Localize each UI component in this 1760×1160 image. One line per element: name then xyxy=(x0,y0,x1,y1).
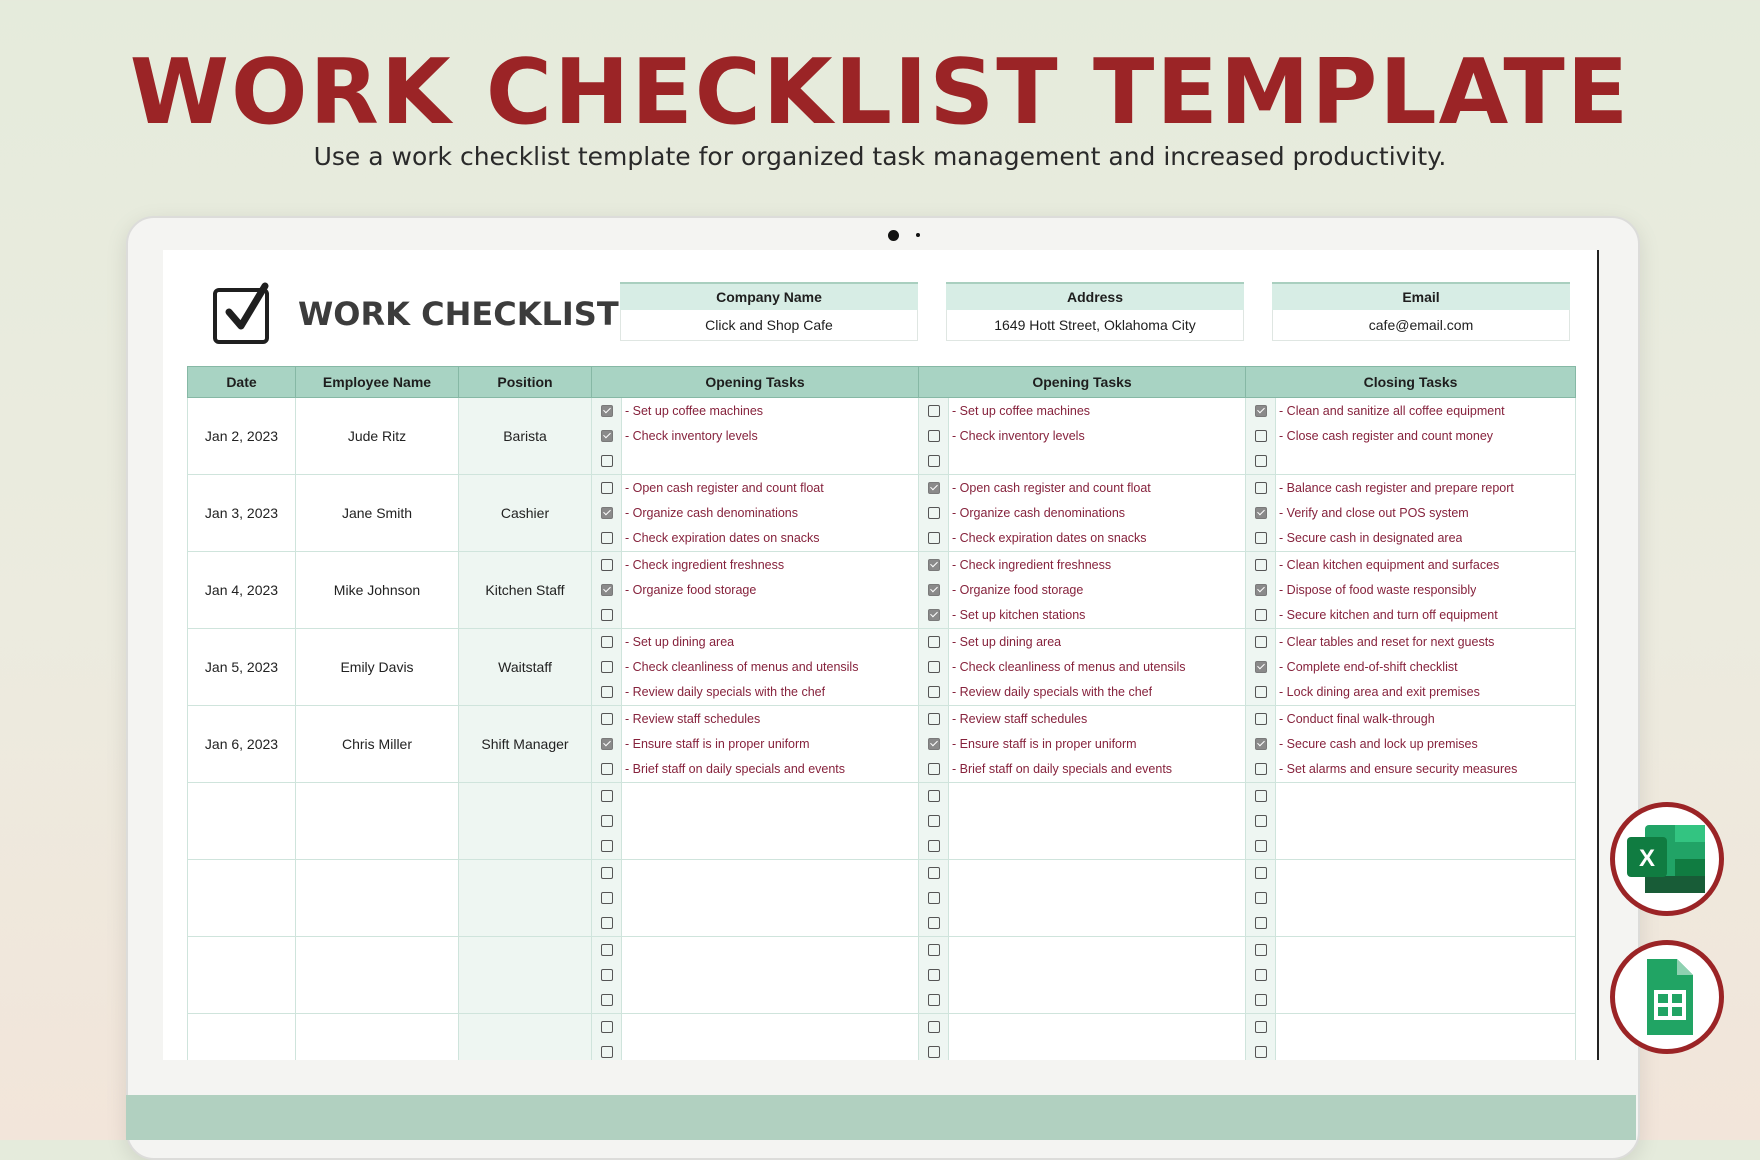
task-label: - Review staff schedules xyxy=(952,711,1088,726)
task-label: - Check inventory levels xyxy=(952,428,1085,443)
task-column xyxy=(1276,552,1576,629)
task-label: - Check expiration dates on snacks xyxy=(625,531,820,546)
task-checkbox[interactable] xyxy=(928,867,940,879)
task-checkbox[interactable] xyxy=(1255,636,1267,648)
task-label: - Review daily specials with the chef xyxy=(625,685,826,700)
employee-name-cell[interactable]: Emily Davis xyxy=(296,629,459,706)
checkbox-column xyxy=(919,1014,949,1061)
task-checkbox[interactable] xyxy=(601,790,613,802)
task-checkbox[interactable] xyxy=(1255,455,1267,467)
task-column xyxy=(622,1014,919,1061)
task-checkbox[interactable] xyxy=(928,994,940,1006)
task-checkbox[interactable] xyxy=(928,917,940,929)
address-info-block xyxy=(946,282,1244,340)
task-checkbox[interactable] xyxy=(601,867,613,879)
checkbox-column xyxy=(1246,1014,1276,1061)
task-checkbox[interactable] xyxy=(601,892,613,904)
task-checkbox[interactable] xyxy=(601,405,613,417)
task-checkbox[interactable] xyxy=(601,713,613,725)
task-checkbox[interactable] xyxy=(1255,584,1267,596)
checkbox-column xyxy=(592,860,622,937)
task-label: - Open cash register and count float xyxy=(952,480,1151,495)
date-cell[interactable] xyxy=(188,783,296,860)
task-checkbox[interactable] xyxy=(1255,1021,1267,1033)
task-checkbox[interactable] xyxy=(1255,969,1267,981)
task-checkbox[interactable] xyxy=(1255,840,1267,852)
employee-name-cell[interactable]: Chris Miller xyxy=(296,706,459,783)
task-column xyxy=(949,475,1246,552)
table-row xyxy=(188,1014,1576,1061)
task-label: - Brief staff on daily specials and events xyxy=(625,762,846,777)
task-checkbox[interactable] xyxy=(601,994,613,1006)
table-row xyxy=(188,629,1576,706)
task-checkbox[interactable] xyxy=(928,455,940,467)
task-column xyxy=(949,706,1246,783)
task-checkbox[interactable] xyxy=(1255,661,1267,673)
task-checkbox[interactable] xyxy=(1255,763,1267,775)
task-label: - Clean and sanitize all coffee equipment xyxy=(1279,403,1505,418)
task-checkbox[interactable] xyxy=(1255,430,1267,442)
email-info-block xyxy=(1272,282,1570,340)
task-checkbox[interactable] xyxy=(601,559,613,571)
task-checkbox[interactable] xyxy=(601,507,613,519)
employee-name-cell[interactable]: Mike Johnson xyxy=(296,552,459,629)
table-row xyxy=(188,783,1576,860)
task-checkbox[interactable] xyxy=(1255,917,1267,929)
date-cell[interactable]: Jan 4, 2023 xyxy=(188,552,296,629)
laptop-base xyxy=(126,1095,1636,1140)
position-cell[interactable]: Shift Manager xyxy=(459,706,592,783)
task-checkbox[interactable] xyxy=(601,763,613,775)
sheet-title: WORK CHECKLIST xyxy=(298,295,619,333)
task-column xyxy=(1276,860,1576,937)
task-label: - Clear tables and reset for next guests xyxy=(1279,634,1495,649)
employee-name-cell[interactable] xyxy=(296,783,459,860)
task-column xyxy=(1276,783,1576,860)
task-label: - Check cleanliness of menus and utensils xyxy=(952,659,1186,674)
task-column xyxy=(1276,706,1576,783)
task-label: - Close cash register and count money xyxy=(1279,428,1494,443)
task-checkbox[interactable] xyxy=(928,713,940,725)
task-checkbox[interactable] xyxy=(601,969,613,981)
task-column xyxy=(622,937,919,1014)
spreadsheet-screen xyxy=(163,250,1599,1060)
task-checkbox[interactable] xyxy=(1255,532,1267,544)
task-label: - Verify and close out POS system xyxy=(1279,505,1469,520)
task-checkbox[interactable] xyxy=(928,430,940,442)
checkbox-column xyxy=(592,783,622,860)
task-column xyxy=(949,860,1246,937)
task-checkbox[interactable] xyxy=(1255,507,1267,519)
task-checkbox[interactable] xyxy=(1255,713,1267,725)
task-checkbox[interactable] xyxy=(928,609,940,621)
checkbox-column xyxy=(919,937,949,1014)
task-column xyxy=(949,398,1246,475)
task-label: - Organize cash denominations xyxy=(625,505,799,520)
checkbox-column xyxy=(919,629,949,706)
task-checkbox[interactable] xyxy=(1255,790,1267,802)
task-checkbox[interactable] xyxy=(928,763,940,775)
camera-dot-small xyxy=(916,233,920,237)
date-cell[interactable]: Jan 6, 2023 xyxy=(188,706,296,783)
header-employee-name: Employee Name xyxy=(296,367,459,398)
checkbox-column xyxy=(1246,629,1276,706)
task-checkbox[interactable] xyxy=(1255,686,1267,698)
task-column xyxy=(1276,629,1576,706)
task-label: - Check cleanliness of menus and utensils xyxy=(625,659,859,674)
task-checkbox[interactable] xyxy=(928,405,940,417)
task-checkbox[interactable] xyxy=(1255,1046,1267,1058)
task-checkbox[interactable] xyxy=(601,686,613,698)
task-checkbox[interactable] xyxy=(601,661,613,673)
task-checkbox[interactable] xyxy=(601,1046,613,1058)
date-cell[interactable]: Jan 2, 2023 xyxy=(188,398,296,475)
employee-name-cell[interactable]: Jane Smith xyxy=(296,475,459,552)
company-info-block xyxy=(620,282,918,340)
checkbox-column xyxy=(592,398,622,475)
task-label: - Set up coffee machines xyxy=(625,403,764,418)
email-value-cell[interactable]: cafe@email.com xyxy=(1272,310,1570,341)
task-label: - Lock dining area and exit premises xyxy=(1279,685,1480,700)
task-checkbox[interactable] xyxy=(601,584,613,596)
table-row xyxy=(188,706,1576,783)
checkbox-column xyxy=(1246,706,1276,783)
checkbox-column xyxy=(1246,475,1276,552)
checkbox-column xyxy=(919,706,949,783)
task-checkbox[interactable] xyxy=(928,840,940,852)
date-cell[interactable] xyxy=(188,1014,296,1061)
table-row xyxy=(188,552,1576,629)
task-label: - Check expiration dates on snacks xyxy=(952,531,1147,546)
checkbox-column xyxy=(592,937,622,1014)
position-cell[interactable]: Cashier xyxy=(459,475,592,552)
task-checkbox[interactable] xyxy=(1255,815,1267,827)
checkbox-column xyxy=(592,629,622,706)
task-label: - Ensure staff is in proper uniform xyxy=(952,736,1137,751)
task-checkbox[interactable] xyxy=(1255,994,1267,1006)
table-row xyxy=(188,860,1576,937)
checkbox-column xyxy=(919,475,949,552)
table-row xyxy=(188,937,1576,1014)
date-cell[interactable] xyxy=(188,937,296,1014)
header-position: Position xyxy=(459,367,592,398)
checkbox-column xyxy=(919,860,949,937)
position-cell[interactable]: Waitstaff xyxy=(459,629,592,706)
task-label: - Secure kitchen and turn off equipment xyxy=(1279,608,1498,623)
checkbox-logo-icon xyxy=(213,288,269,344)
checkbox-column xyxy=(919,783,949,860)
position-cell[interactable]: Barista xyxy=(459,398,592,475)
task-label: - Open cash register and count float xyxy=(625,480,824,495)
banner-title: WORK CHECKLIST TEMPLATE xyxy=(129,40,1631,145)
excel-letter: X xyxy=(1638,845,1656,872)
date-cell[interactable] xyxy=(188,860,296,937)
task-checkbox[interactable] xyxy=(601,430,613,442)
task-checkbox[interactable] xyxy=(1255,944,1267,956)
task-checkbox[interactable] xyxy=(1255,738,1267,750)
employee-name-cell[interactable] xyxy=(296,1014,459,1061)
task-label: - Organize food storage xyxy=(625,582,757,597)
table-header-row xyxy=(188,367,1576,398)
task-column xyxy=(949,629,1246,706)
task-column xyxy=(622,552,919,629)
address-value-cell[interactable]: 1649 Hott Street, Oklahoma City xyxy=(946,310,1244,341)
task-column xyxy=(1276,398,1576,475)
checkbox-column xyxy=(1246,937,1276,1014)
task-column xyxy=(949,552,1246,629)
task-label: - Set up dining area xyxy=(952,634,1062,649)
banner-subtitle: Use a work checklist template for organized task management and increased productivity. xyxy=(313,142,1447,171)
date-cell[interactable]: Jan 5, 2023 xyxy=(188,629,296,706)
task-checkbox[interactable] xyxy=(928,892,940,904)
task-label: - Set up dining area xyxy=(625,634,735,649)
checkbox-column xyxy=(1246,860,1276,937)
task-checkbox[interactable] xyxy=(1255,482,1267,494)
task-checkbox[interactable] xyxy=(928,790,940,802)
task-checkbox[interactable] xyxy=(601,944,613,956)
google-sheets-icon[interactable] xyxy=(1610,940,1724,1054)
task-label: - Check ingredient freshness xyxy=(625,557,785,572)
task-column xyxy=(1276,937,1576,1014)
task-column xyxy=(949,1014,1246,1061)
task-label: - Ensure staff is in proper uniform xyxy=(625,736,810,751)
position-cell[interactable] xyxy=(459,1014,592,1061)
task-label: - Dispose of food waste responsibly xyxy=(1279,582,1477,597)
task-checkbox[interactable] xyxy=(928,815,940,827)
excel-icon[interactable] xyxy=(1610,802,1724,916)
task-column xyxy=(622,860,919,937)
task-column xyxy=(622,398,919,475)
address-label: Address xyxy=(946,282,1244,310)
task-column xyxy=(1276,475,1576,552)
task-checkbox[interactable] xyxy=(601,609,613,621)
task-checkbox[interactable] xyxy=(1255,609,1267,621)
task-label: - Review staff schedules xyxy=(625,711,761,726)
task-label: - Set up coffee machines xyxy=(952,403,1091,418)
task-checkbox[interactable] xyxy=(928,507,940,519)
task-checkbox[interactable] xyxy=(928,738,940,750)
task-checkbox[interactable] xyxy=(928,636,940,648)
position-cell[interactable] xyxy=(459,783,592,860)
company-label: Company Name xyxy=(620,282,918,310)
task-checkbox[interactable] xyxy=(601,636,613,648)
task-checkbox[interactable] xyxy=(928,1021,940,1033)
task-checkbox[interactable] xyxy=(601,532,613,544)
checkbox-column xyxy=(1246,398,1276,475)
task-label: - Complete end-of-shift checklist xyxy=(1279,659,1458,674)
task-checkbox[interactable] xyxy=(1255,892,1267,904)
task-checkbox[interactable] xyxy=(601,455,613,467)
checkbox-column xyxy=(919,398,949,475)
task-label: - Secure cash and lock up premises xyxy=(1279,736,1478,751)
task-checkbox[interactable] xyxy=(601,482,613,494)
task-label: - Balance cash register and prepare report xyxy=(1279,480,1514,495)
header-opening-tasks-2: Opening Tasks xyxy=(919,367,1246,398)
task-label: - Check ingredient freshness xyxy=(952,557,1112,572)
employee-name-cell[interactable] xyxy=(296,937,459,1014)
task-checkbox[interactable] xyxy=(928,532,940,544)
task-label: - Check inventory levels xyxy=(625,428,758,443)
task-column xyxy=(949,937,1246,1014)
task-label: - Organize cash denominations xyxy=(952,505,1126,520)
task-column xyxy=(622,783,919,860)
task-label: - Set up kitchen stations xyxy=(952,608,1086,623)
task-column xyxy=(1276,1014,1576,1061)
task-checkbox[interactable] xyxy=(1255,559,1267,571)
task-column xyxy=(622,706,919,783)
task-checkbox[interactable] xyxy=(928,661,940,673)
checkbox-column xyxy=(919,552,949,629)
checkbox-column xyxy=(592,552,622,629)
task-column xyxy=(622,629,919,706)
task-checkbox[interactable] xyxy=(928,686,940,698)
camera-dot xyxy=(888,230,899,241)
task-checkbox[interactable] xyxy=(601,840,613,852)
task-checkbox[interactable] xyxy=(601,1021,613,1033)
header-closing-tasks: Closing Tasks xyxy=(1246,367,1576,398)
header-opening-tasks-1: Opening Tasks xyxy=(592,367,919,398)
task-checkbox[interactable] xyxy=(928,559,940,571)
employee-name-cell[interactable] xyxy=(296,860,459,937)
employee-name-cell[interactable]: Jude Ritz xyxy=(296,398,459,475)
task-checkbox[interactable] xyxy=(1255,405,1267,417)
email-label: Email xyxy=(1272,282,1570,310)
task-column xyxy=(622,475,919,552)
checkbox-column xyxy=(1246,783,1276,860)
task-checkbox[interactable] xyxy=(601,738,613,750)
checkbox-column xyxy=(592,1014,622,1061)
task-column xyxy=(949,783,1246,860)
task-checkbox[interactable] xyxy=(928,1046,940,1058)
position-cell[interactable] xyxy=(459,937,592,1014)
position-cell[interactable]: Kitchen Staff xyxy=(459,552,592,629)
task-label: - Review daily specials with the chef xyxy=(952,685,1153,700)
table-row xyxy=(188,398,1576,475)
checkbox-column xyxy=(1246,552,1276,629)
checkbox-column xyxy=(592,475,622,552)
task-label: - Organize food storage xyxy=(952,582,1084,597)
task-checkbox[interactable] xyxy=(928,969,940,981)
checkbox-column xyxy=(592,706,622,783)
header-date: Date xyxy=(188,367,296,398)
task-checkbox[interactable] xyxy=(601,815,613,827)
task-checkbox[interactable] xyxy=(601,917,613,929)
date-cell[interactable]: Jan 3, 2023 xyxy=(188,475,296,552)
task-checkbox[interactable] xyxy=(928,482,940,494)
task-label: - Brief staff on daily specials and events xyxy=(952,762,1173,777)
task-label: - Secure cash in designated area xyxy=(1279,531,1463,546)
company-value-cell[interactable]: Click and Shop Cafe xyxy=(620,310,918,341)
task-label: - Conduct final walk-through xyxy=(1279,711,1435,726)
task-checkbox[interactable] xyxy=(928,584,940,596)
table-row xyxy=(188,475,1576,552)
task-checkbox[interactable] xyxy=(1255,867,1267,879)
checklist-table xyxy=(187,366,1576,1060)
position-cell[interactable] xyxy=(459,860,592,937)
task-label: - Clean kitchen equipment and surfaces xyxy=(1279,557,1500,572)
task-label: - Set alarms and ensure security measures xyxy=(1279,762,1518,777)
task-checkbox[interactable] xyxy=(928,944,940,956)
